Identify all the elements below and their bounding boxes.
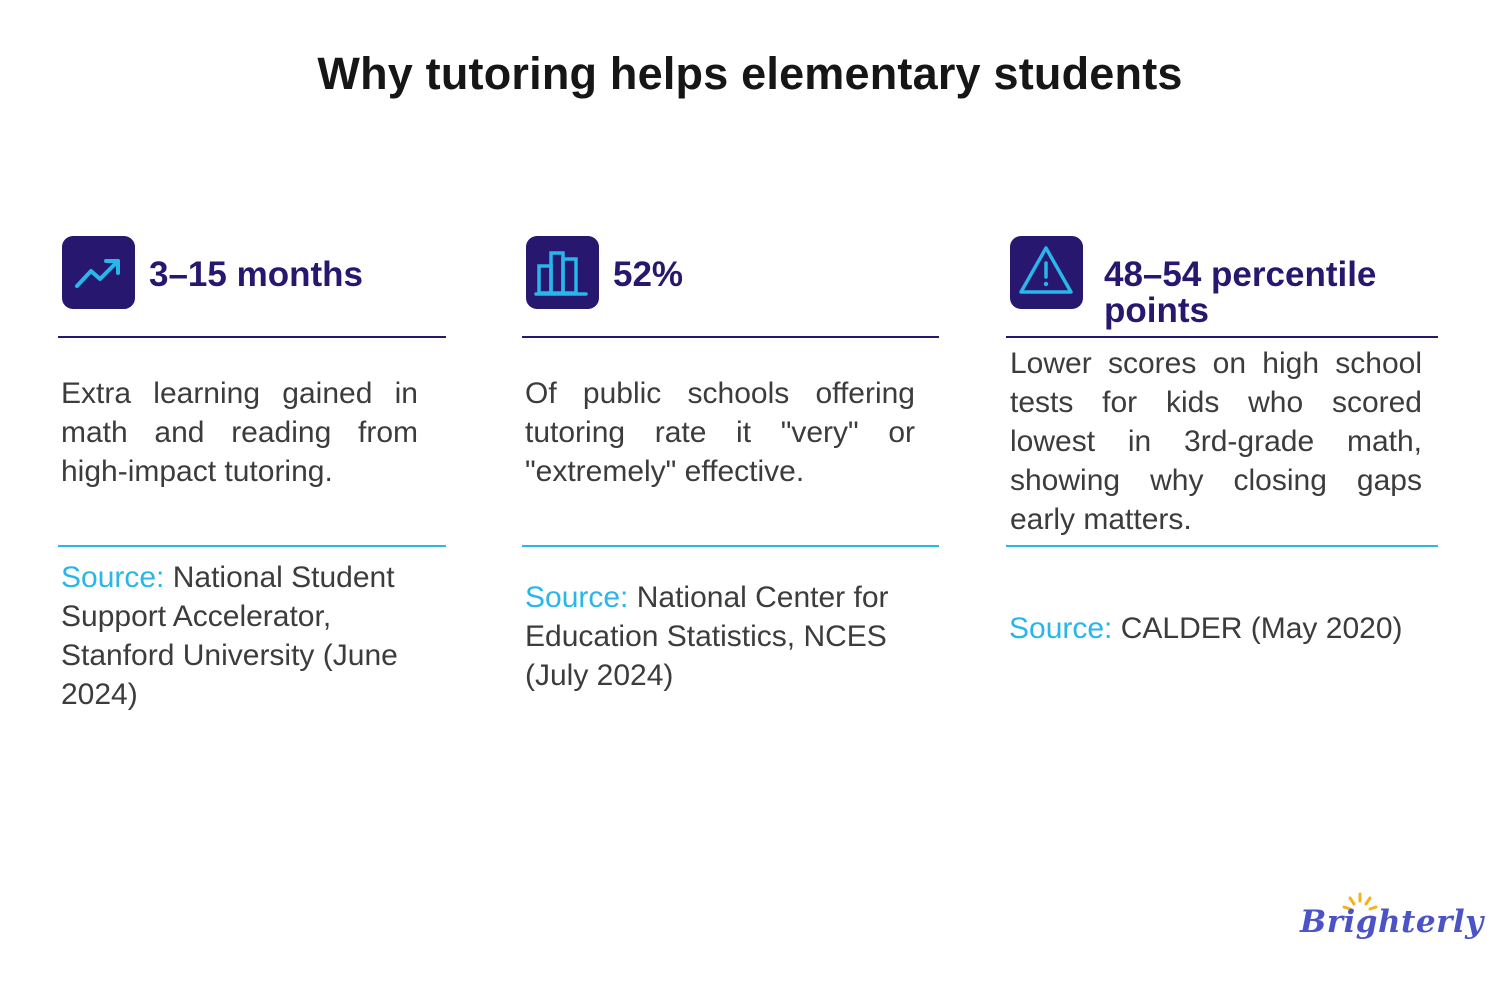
source-text: National Center for Education Statistics, NCES (July 2024) [525,581,889,692]
source-text: National Student Support Accelerator, Stanford University (June 2024) [61,561,398,711]
source-citation [1009,609,1449,648]
divider [58,336,446,338]
divider [1006,545,1438,547]
logo-wordmark: Brighterly [1300,904,1484,940]
stat-value: 3–15 months [149,255,363,294]
divider [58,545,446,547]
stat-value: 52% [613,255,684,294]
bar-chart-icon [526,236,599,309]
page-title: Why tutoring helps elementary students [317,48,1183,99]
trend-up-icon [62,236,135,309]
warning-icon [1010,236,1083,309]
source-text: CALDER (May 2020) [1112,612,1403,645]
source-citation [61,558,446,714]
source-label: Source: [525,581,629,614]
divider [1006,336,1438,338]
source-label: Source: [61,561,165,594]
stat-description: Of public schools offering tutoring rate it "very" or "extremely" effective. [525,377,915,488]
stat-description: Lower scores on high school tests for kids who scored lowest in 3rd-grade math, showing why closing gaps early matters. [1010,347,1422,536]
stat-value: 48–54 percentile points [1104,255,1377,330]
source-label: Source: [1009,612,1113,645]
brighterly-logo [1298,892,1484,952]
source-citation [525,578,945,695]
divider [522,545,939,547]
divider [522,336,939,338]
stat-description: Extra learning gained in math and reading from high-impact tutoring. [61,377,418,488]
